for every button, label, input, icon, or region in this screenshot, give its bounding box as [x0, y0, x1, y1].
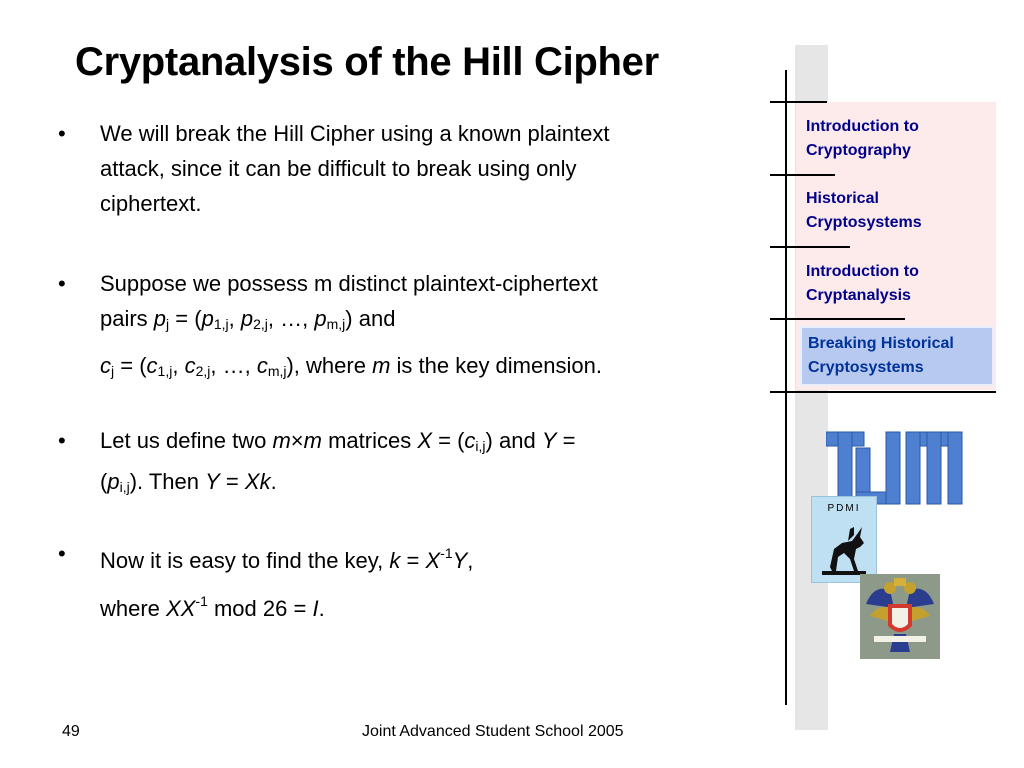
sidebar-item-label: Cryptanalysis [806, 287, 911, 304]
sidebar-item-label: Breaking Historical [808, 335, 954, 352]
sidebar-item-label: Introduction to [806, 118, 919, 135]
tum-logo [826, 430, 964, 506]
bullet-text [100, 266, 765, 389]
nav-separator [770, 246, 850, 248]
sidebar-item-introduction-to-cryptography[interactable] [806, 115, 991, 163]
bullet-text [100, 423, 765, 505]
bullet-line: where $XX^{-1}$ mod 26 = I. [100, 593, 325, 621]
bullet-text [100, 116, 765, 221]
sidebar-item-label: Introduction to [806, 263, 919, 280]
nav-separator [770, 391, 996, 393]
sidebar-item-label: Cryptosystems [806, 214, 922, 231]
page-number: 49 [62, 723, 80, 740]
bullet-line: $(p_{i,j})$. Then Y = Xk. [100, 469, 277, 495]
bullet-item [58, 266, 768, 386]
bullet-line: Let us define two m×m matrices $X = (c_{i,j})$ and Y = [100, 428, 576, 454]
nav-separator [770, 318, 905, 320]
sidebar-item-introduction-to-cryptanalysis[interactable] [806, 260, 991, 308]
bullet-line: $c_j = (c_{1,j}$, $c_{2,j}$, …, $c_{m,j}$), where m is the key dimension. [100, 353, 602, 379]
crest-logo [860, 574, 940, 659]
bullet-line: Now it is easy to find the key, $k = X^{-1}Y$, [100, 545, 474, 573]
bullet-icon: • [58, 541, 66, 566]
bullet-item [58, 536, 768, 621]
bullet-line: ciphertext. [100, 191, 202, 216]
bullet-item [58, 423, 768, 503]
sidebar-item-historical-cryptosystems[interactable] [806, 187, 991, 235]
bullet-line: We will break the Hill Cipher using a known plaintext [100, 121, 610, 146]
sidebar-item-label: Cryptosystems [808, 359, 924, 376]
pdmi-logo [811, 496, 877, 583]
sidebar-item-breaking-historical-cryptosystems[interactable] [800, 326, 994, 386]
bullet-icon: • [58, 121, 66, 146]
bullet-icon: • [58, 428, 66, 453]
nav-separator [770, 101, 827, 103]
bullet-line: pairs $p_j = (p_{1,j}$, $p_{2,j}$, …, $p_{m,j}$) and [100, 306, 396, 332]
bullet-item [58, 116, 768, 226]
sidebar-vertical-line [785, 70, 787, 705]
bullet-icon: • [58, 271, 66, 296]
bullet-line: attack, since it can be difficult to break using only [100, 156, 577, 181]
sidebar-item-label: Cryptography [806, 142, 911, 159]
bullet-line: Suppose we possess m distinct plaintext-ciphertext [100, 271, 598, 296]
pdmi-logo-text: PDMI [827, 503, 861, 514]
bullet-text [100, 536, 765, 626]
nav-separator [770, 174, 835, 176]
slide-title: Cryptanalysis of the Hill Cipher [75, 40, 659, 84]
footer-text: Joint Advanced Student School 2005 [362, 723, 624, 740]
sidebar-item-label: Historical [806, 190, 879, 207]
